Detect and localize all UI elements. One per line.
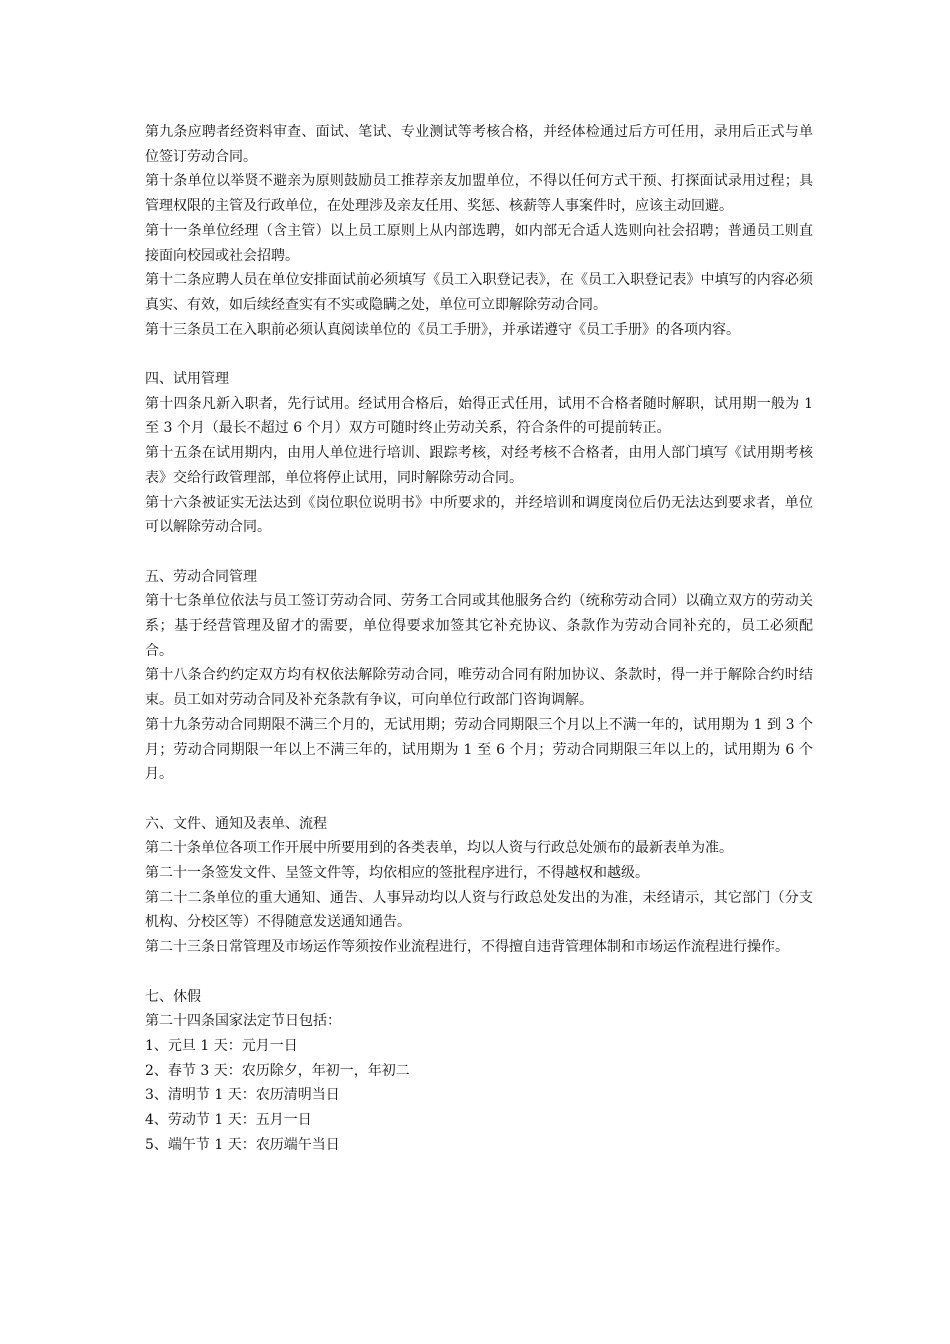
section-gap xyxy=(145,540,813,565)
article-13: 第十三条员工在入职前必须认真阅读单位的《员工手册》，并承诺遵守《员工手册》的各项内容。 xyxy=(145,321,740,338)
section-4-title: 四、试用管理 xyxy=(145,371,229,388)
article-16: 第十六条被证实无法达到《岗位职位说明书》中所要求的，并经培训和调度岗位后仍无法达到要求者，单位可以解除劳动合同。 xyxy=(145,494,813,536)
holiday-list-item: 1、元旦 1 天：元月一日 xyxy=(145,1037,298,1054)
article-18: 第十八条合约约定双方均有权依法解除劳动合同，唯劳动合同有附加协议、条款时，得一并于解除合约时结束。员工如对劳动合同及补充条款有争议，可向单位行政部门咨询调解。 xyxy=(145,667,813,709)
article-19: 第十九条劳动合同期限不满三个月的，无试用期；劳动合同期限三个月以上不满一年的，试用期为 1 到 3 个月；劳动合同期限一年以上不满三年的，试用期为 1 至 6 个月；劳动合同期限三年以上的，试用期为 6 个月。 xyxy=(145,716,813,783)
holiday-list-item: 4、劳动节 1 天：五月一日 xyxy=(145,1112,312,1129)
article-10: 第十条单位以举贤不避亲为原则鼓励员工推荐亲友加盟单位，不得以任何方式干预、打探面试录用过程；具管理权限的主管及行政单位，在处理涉及亲友任用、奖惩、核薪等人事案件时，应该主动回避。 xyxy=(145,173,813,215)
section-gap xyxy=(145,342,813,367)
article-15: 第十五条在试用期内，由用人单位进行培训、跟踪考核，对经考核不合格者，由用人部门填写《试用期考核表》交给行政管理部，单位将停止试用，同时解除劳动合同。 xyxy=(145,445,813,486)
holiday-list-item: 3、清明节 1 天：农历清明当日 xyxy=(145,1087,340,1104)
section-gap xyxy=(145,960,813,985)
article-17: 第十七条单位依法与员工签订劳动合同、劳务工合同或其他服务合约（统称劳动合同）以确立双方的劳动关系；基于经营管理及留才的需要，单位得要求加签其它补充协议、条款作为劳动合同补充的，员工必须配合。 xyxy=(145,593,813,659)
holiday-list-item: 5、端午节 1 天：农历端午当日 xyxy=(145,1136,340,1153)
article-24: 第二十四条国家法定节日包括： xyxy=(145,1013,341,1030)
article-9: 第九条应聘者经资料审查、面试、笔试、专业测试等考核合格，并经体检通过后方可任用，录用后正式与单位签订劳动合同。 xyxy=(145,124,813,165)
article-21: 第二十一条签发文件、呈签文件等，均依相应的签批程序进行，不得越权和越级。 xyxy=(145,865,649,882)
section-6-title: 六、文件、通知及表单、流程 xyxy=(145,815,327,832)
section-5-title: 五、劳动合同管理 xyxy=(145,568,257,585)
article-12: 第十二条应聘人员在单位安排面试前必须填写《员工入职登记表》，在《员工入职登记表》中填写的内容必须真实、有效，如后续经查实有不实或隐瞒之处，单位可立即解除劳动合同。 xyxy=(145,272,813,313)
article-11: 第十一条单位经理（含主管）以上员工原则上从内部选聘，如内部无合适人选则向社会招聘；普通员工则直接面向校园或社会招聘。 xyxy=(145,222,813,264)
section-gap xyxy=(145,787,813,812)
holiday-list-item: 2、春节 3 天：农历除夕，年初一，年初二 xyxy=(145,1062,410,1079)
article-20: 第二十条单位各项工作开展中所要用到的各类表单，均以人资与行政总处颁布的最新表单为准。 xyxy=(145,840,733,857)
section-7-title: 七、休假 xyxy=(145,988,201,1005)
article-23: 第二十三条日常管理及市场运作等须按作业流程进行，不得擅自违背管理体制和市场运作流程进行操作。 xyxy=(145,939,789,956)
article-14: 第十四条凡新入职者，先行试用。经试用合格后，始得正式任用，试用不合格者随时解职，试用期一般为 1 至 3 个月（最长不超过 6 个月）双方可随时终止劳动关系，符合条件的可提前转正。 xyxy=(145,395,813,437)
document-page xyxy=(145,120,813,1157)
article-22: 第二十二条单位的重大通知、通告、人事异动均以人资与行政总处发出的为准，未经请示，其它部门（分支机构、分校区等）不得随意发送通知通告。 xyxy=(145,889,813,931)
